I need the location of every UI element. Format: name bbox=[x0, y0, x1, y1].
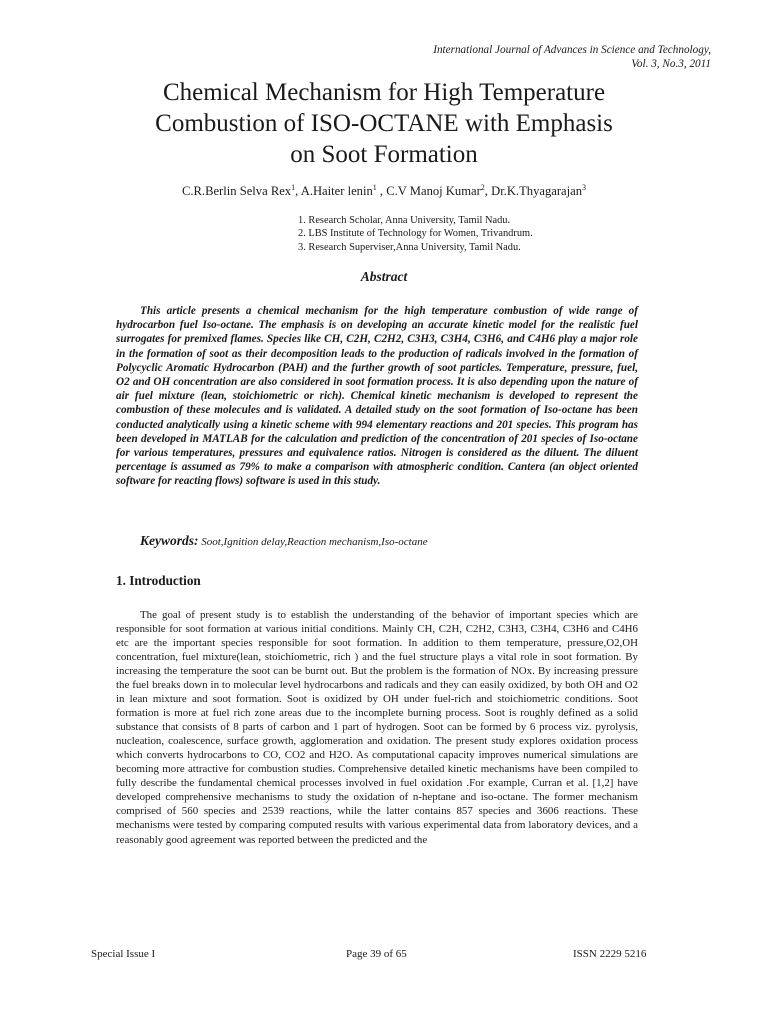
footer-page-number: Page 39 of 65 bbox=[346, 948, 407, 960]
author-affiliation-mark: 2 bbox=[480, 183, 485, 192]
affiliation-item: 2. LBS Institute of Technology for Women, Trivandrum. bbox=[298, 228, 533, 240]
author-name: A.Haiter lenin bbox=[300, 184, 373, 199]
author-separator: , bbox=[484, 184, 492, 199]
journal-volume: Vol. 3, No.3, 2011 bbox=[631, 57, 711, 70]
paper-title bbox=[0, 77, 768, 170]
footer-issn: ISSN 2229 5216 bbox=[573, 948, 647, 960]
author-separator: , bbox=[295, 184, 301, 199]
author-affiliation-mark: 1 bbox=[372, 183, 377, 192]
journal-header bbox=[433, 44, 711, 71]
paper-title-line-3: on Soot Formation bbox=[290, 141, 478, 168]
abstract-paragraph: This article presents a chemical mechanism for the high temperature combustion of wide range of hydrocarbon fuel Iso-octane. The emphasis is on developing an accurate kinetic model for the realistic fuel surrogates for premixed flames. Species like CH, C2H, C2H2, C3H3, C3H4, C3H6, and C4H6 play a major role in the formation of soot as their decomposition leads to the production of radicals involved in the formation of Polycyclic Aromatic Hydrocarbon (PAH) and the further growth of soot particles. Temperature, pressure, fuel, O2 and OH concentration are also considered in soot formation process. It is also depending upon the nature of air fuel mixture (lean, stoichiometric or rich). Chemical kinetic mechanism is developed to represent the combustion of these molecules and is validated. A detailed study on the soot formation of Iso-octane has been conducted analytically using a kinetic scheme with 994 elementary reactions and 201 species. This program has been developed in MATLAB for the calculation and prediction of the concentration of 201 species of Iso-octane for various temperatures, pressures and equivalence ratios. Nitrogen is considered as the diluent. The diluent percentage is assumed as 79% to make a comparison with atmospheric condition. Cantera (an object oriented software for reacting flows) software is used in this study. bbox=[116, 305, 638, 488]
affiliation-item: 1. Research Scholar, Anna University, Tamil Nadu. bbox=[298, 215, 511, 226]
author-name: C.R.Berlin Selva Rex bbox=[181, 184, 292, 199]
footer-issue: Special Issue I bbox=[91, 948, 156, 960]
introduction-body bbox=[116, 608, 638, 847]
paper-title-line-2: Combustion of ISO-OCTANE with Emphasis bbox=[155, 110, 613, 137]
abstract-body bbox=[116, 304, 638, 488]
keywords-text: Soot,Ignition delay,Reaction mechanism,Iso-octane bbox=[198, 536, 428, 548]
introduction-paragraph: The goal of present study is to establish the understanding of the behavior of important species which are responsible for soot formation at various initial conditions. Mainly CH, C2H, C2H2, C3H3, C3H4, C3H6 and C4H6 etc are the important species responsible for soot formation. In addition to them temperature, pressure,O2,OH concentration, fuel mixture(lean, stoichiometric, rich ) and the fuel structure plays a vital role in soot formation. By increasing the temperature the soot can be burnt out. But the problem is the formation of NOx. By increasing pressure the fuel breaks down in to molecular level hydrocarbons and radicals and they can easily oxidized, by both OH and O2 in lean mixture and soot formation. Soot is oxidized by OH under fuel-rich and stoichiometric conditions. Soot formation is more at fuel rich zone areas due to the incomplete burning process. Soot is roughly defined as a solid substance that consists of 8 parts of carbon and 1 part of hydrogen. Soot can be formed by 6 process viz. pyrolysis, nucleation, coalescence, surface growth, agglomeration and oxidation. The present study explores oxidation process which converts hydrocarbons to CO, CO2 and H2O. As computational capacity improves numerical simulations are becoming more attractive for combustion studies. Comprehensive detailed kinetic mechanisms have been compiled to fully describe the fundamental chemical processes involved in fuel oxidation .For example, Curran et al. [1,2] have developed comprehensive mechanisms to study the oxidation of n-heptane and iso-octane. The former mechanism comprised of 560 species and 2539 reactions, while the latter contains 857 species and 3606 reactions. These mechanisms were tested by comparing computed results with various experimental data from laboratory devices, and a reasonably good agreement was reported between the predicted and the bbox=[116, 609, 638, 846]
paper-title-line-1: Chemical Mechanism for High Temperature bbox=[162, 79, 606, 106]
journal-name: International Journal of Advances in Science and Technology, bbox=[433, 44, 711, 56]
abstract-heading: Abstract bbox=[360, 269, 408, 284]
author-affiliation-mark: 3 bbox=[582, 183, 587, 192]
author-name: C.V Manoj Kumar bbox=[386, 184, 481, 199]
affiliation-item: 3. Research Superviser,Anna University, Tamil Nadu. bbox=[298, 241, 521, 253]
section-heading-introduction: 1. Introduction bbox=[116, 573, 201, 588]
author-affiliation-mark: 1 bbox=[291, 183, 296, 192]
keywords-label: Keywords: bbox=[140, 533, 199, 548]
author-name: Dr.K.Thyagarajan bbox=[491, 184, 583, 199]
keywords bbox=[140, 533, 428, 549]
affiliation-list bbox=[298, 214, 533, 254]
author-list bbox=[0, 183, 768, 199]
author-separator: , bbox=[376, 184, 387, 199]
